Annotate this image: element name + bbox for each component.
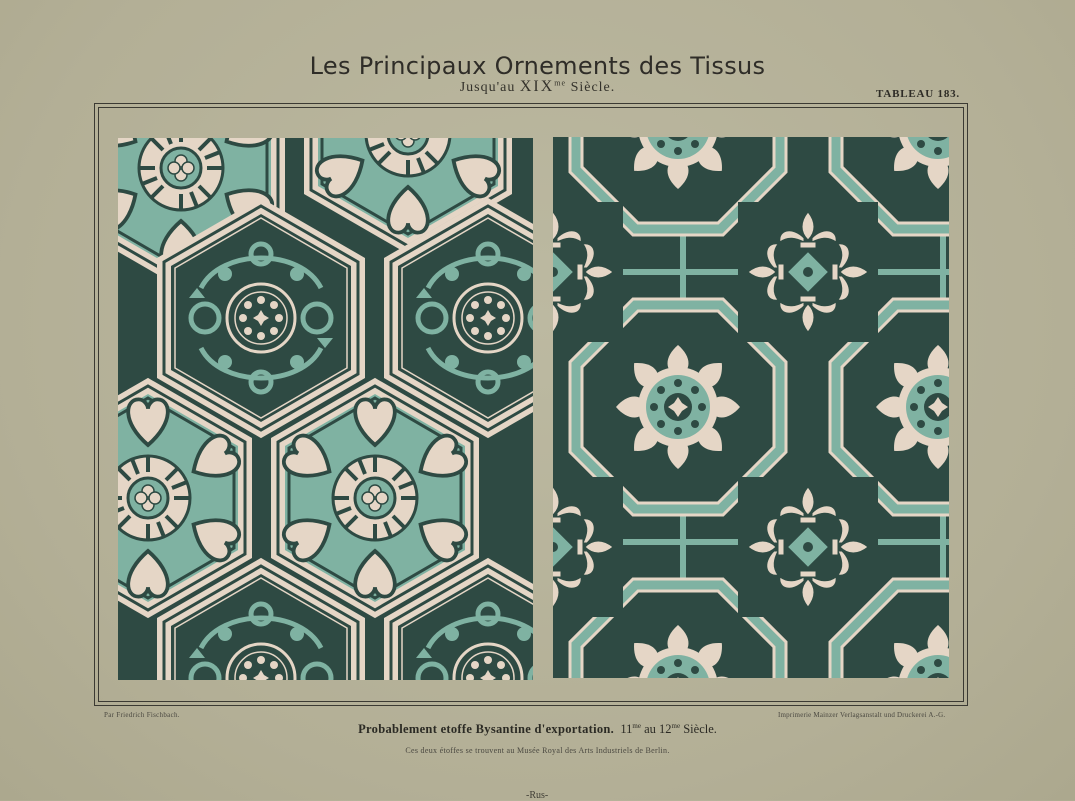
left-textile-plate <box>118 138 533 680</box>
subtitle-numeral: XIX <box>519 78 555 95</box>
right-textile-plate <box>553 137 949 678</box>
caption-century-start: 11 <box>620 722 633 737</box>
subtitle-sup: me <box>554 78 567 88</box>
printer-credit: Imprimerie Mainzer Verlagsanstalt und Druckerei A.-G. <box>778 711 946 719</box>
subtitle-suffix: Siècle. <box>570 80 616 95</box>
hexagon-pattern-image <box>118 138 533 680</box>
caption-au: au <box>644 722 656 737</box>
caption-main: Probablement etoffe Bysantine d'exportation. <box>358 722 615 737</box>
museum-note: Ces deux étoffes se trouvent au Musée Royal des Arts Industriels de Berlin. <box>405 746 670 755</box>
plate-title: Les Principaux Ornements des Tissus <box>309 52 766 80</box>
caption-century-end-sup: me <box>671 722 681 730</box>
plate-number: TABLEAU 183. <box>876 88 960 100</box>
octagon-pattern-image <box>553 137 949 678</box>
author-credit: Par Friedrich Fischbach. <box>104 711 180 719</box>
plate-caption <box>0 722 1075 737</box>
folio-mark: -Rus- <box>526 790 549 801</box>
caption-siecle: Siècle. <box>683 722 717 737</box>
subtitle-prefix: Jusqu'au <box>459 80 516 95</box>
caption-century-start-sup: me <box>632 722 641 730</box>
caption-century-end: 12 <box>659 722 672 737</box>
